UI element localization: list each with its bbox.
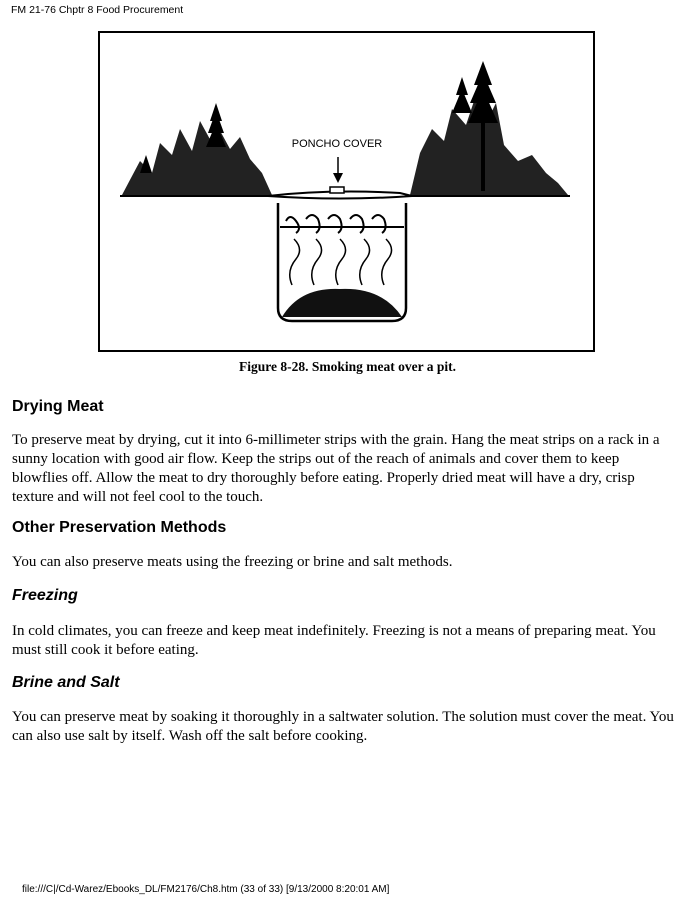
poncho-cover-label: PONCHO COVER <box>291 138 383 150</box>
heading-other-preservation: Other Preservation Methods <box>12 519 227 536</box>
heading-drying-meat: Drying Meat <box>12 398 104 415</box>
figure-frame <box>98 31 595 352</box>
paragraph-freezing: In cold climates, you can freeze and keep meat indefinitely. Freezing is not a means of preparing meat. You must still cook it before eating. <box>12 623 656 658</box>
smoking-pit-illustration <box>100 33 593 350</box>
left-bushes <box>122 103 272 195</box>
meat-strips <box>286 215 386 233</box>
figure-caption: Figure 8-28. Smoking meat over a pit. <box>239 359 456 374</box>
smoke-lines <box>290 239 392 285</box>
paragraph-other-preservation: You can also preserve meats using the freezing or brine and salt methods. <box>12 554 453 570</box>
heading-brine-salt: Brine and Salt <box>12 674 120 691</box>
paragraph-drying-meat: To preserve meat by drying, cut it into 6-millimeter strips with the grain. Hang the meat strips on a rack in a sunny location with good air flow. Keep the strips out of the reach of animals and cover them to keep blowflies off. Allow the meat to dry thoroughly before eating. Properly dried meat will have a dry, crisp texture and will not feel cool to the touch. <box>12 432 660 505</box>
page-header: FM 21-76 Chptr 8 Food Procurement <box>11 4 184 16</box>
paragraph-brine-salt: You can preserve meat by soaking it thoroughly in a saltwater solution. The solution must cover the meat. You can also use salt by itself. Wash off the salt before cooking. <box>12 709 674 744</box>
heading-freezing: Freezing <box>12 587 78 604</box>
right-bushes <box>410 61 568 195</box>
page-footer: file:///C|/Cd-Warez/Ebooks_DL/FM2176/Ch8.htm (33 of 33) [9/13/2000 8:20:01 AM] <box>22 884 390 895</box>
